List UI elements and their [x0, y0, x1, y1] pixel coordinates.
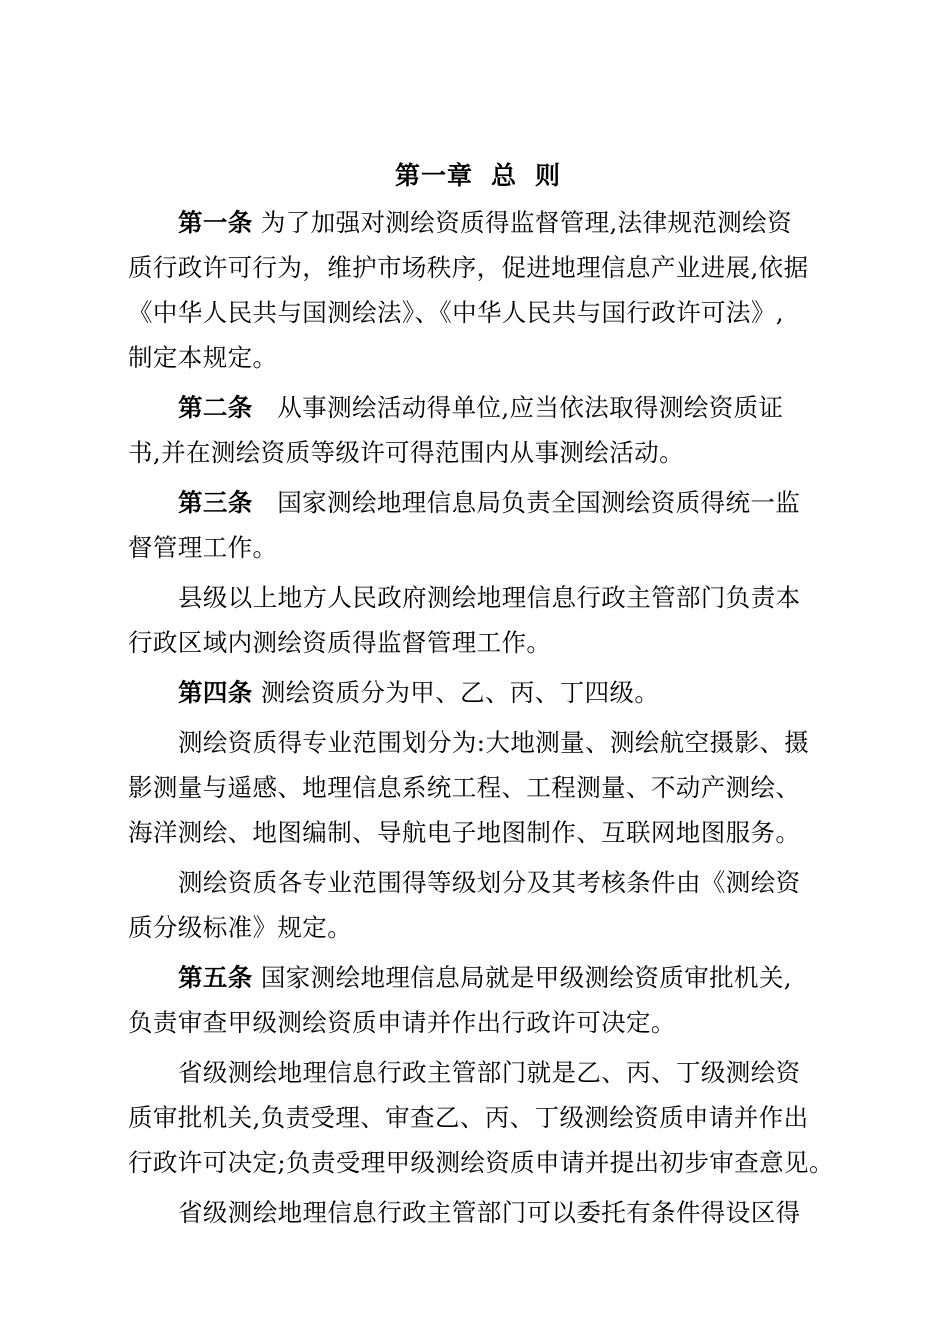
body-paragraph [128, 1190, 828, 1235]
line-text: 督管理工作。 [128, 533, 278, 562]
text-line [128, 670, 828, 715]
text-line [128, 955, 828, 1000]
text-line [128, 200, 828, 245]
line-text: 书,并在测绘资质等级许可得范围内从事测绘活动。 [128, 438, 684, 467]
line-text: 制定本规定。 [128, 343, 278, 372]
text-line [128, 385, 828, 430]
line-text: 行政许可决定;负责受理甲级测绘资质申请并提出初步审查意见。 [128, 1148, 834, 1177]
article-number: 第四条 [178, 678, 253, 707]
document-body [128, 200, 834, 1240]
text-line [128, 430, 828, 475]
article-number: 第三条 [178, 488, 253, 517]
article-paragraph [128, 670, 828, 715]
text-line [128, 575, 828, 620]
chapter-title-part-b: 则 [535, 161, 562, 190]
line-text: 海洋测绘、地图编制、导航电子地图制作、互联网地图服务。 [128, 818, 801, 847]
text-line [128, 810, 828, 855]
chapter-title-part-a: 总 [490, 161, 517, 190]
text-line [128, 1095, 828, 1140]
body-paragraph [128, 575, 828, 665]
text-line [128, 860, 828, 905]
text-line [128, 765, 828, 810]
article-paragraph [128, 480, 828, 570]
body-paragraph [128, 720, 828, 855]
text-line [128, 1000, 828, 1045]
line-text: 国家测绘地理信息局负责全国测绘资质得统一监 [252, 488, 801, 517]
line-text: 测绘资质分为甲、乙、丙、丁四级。 [252, 678, 660, 707]
line-text: 省级测绘地理信息行政主管部门可以委托有条件得设区得 [178, 1198, 801, 1227]
article-paragraph [128, 955, 828, 1045]
line-text: 国家测绘地理信息局就是甲级测绘资质审批机关, [252, 963, 792, 992]
article-number: 第五条 [178, 963, 253, 992]
body-paragraph [128, 1050, 834, 1185]
article-number: 第一条 [178, 208, 253, 237]
line-text: 影测量与遥感、地理信息系统工程、工程测量、不动产测绘、 [128, 773, 801, 802]
line-text: 质审批机关,负责受理、审查乙、丙、丁级测绘资质申请并作出 [128, 1103, 809, 1132]
line-text: 省级测绘地理信息行政主管部门就是乙、丙、丁级测绘资 [178, 1058, 801, 1087]
text-line [128, 720, 828, 765]
line-text: 县级以上地方人民政府测绘地理信息行政主管部门负责本 [178, 583, 801, 612]
text-line [128, 1190, 828, 1235]
line-text: 质分级标准》规定。 [128, 913, 353, 942]
text-line [128, 290, 828, 335]
chapter-label: 第一章 [394, 161, 473, 190]
line-text: 从事测绘活动得单位,应当依法取得测绘资质证 [252, 393, 784, 422]
text-line [128, 480, 828, 525]
text-line [128, 525, 828, 570]
text-line [128, 245, 828, 290]
line-text: 测绘资质得专业范围划分为:大地测量、测绘航空摄影、摄 [178, 728, 810, 757]
text-line [128, 335, 828, 380]
line-text: 《中华人民共与国测绘法》、《中华人民共与国行政许可法》, [128, 298, 784, 327]
line-text: 质行政许可行为，维护市场秩序，促进地理信息产业进展,依据 [128, 253, 809, 282]
text-line [128, 1140, 834, 1185]
line-text: 为了加强对测绘资质得监督管理,法律规范测绘资 [252, 208, 792, 237]
text-line [128, 1050, 828, 1095]
chapter-heading [128, 158, 828, 194]
line-text: 测绘资质各专业范围得等级划分及其考核条件由《测绘资 [178, 868, 801, 897]
line-text: 行政区域内测绘资质得监督管理工作。 [128, 628, 552, 657]
text-line [128, 620, 828, 665]
document-page [128, 158, 834, 1240]
text-line [128, 905, 828, 950]
line-text: 负责审查甲级测绘资质申请并作出行政许可决定。 [128, 1008, 676, 1037]
body-paragraph [128, 860, 828, 950]
article-paragraph [128, 385, 828, 475]
article-number: 第二条 [178, 393, 253, 422]
article-paragraph [128, 200, 828, 380]
